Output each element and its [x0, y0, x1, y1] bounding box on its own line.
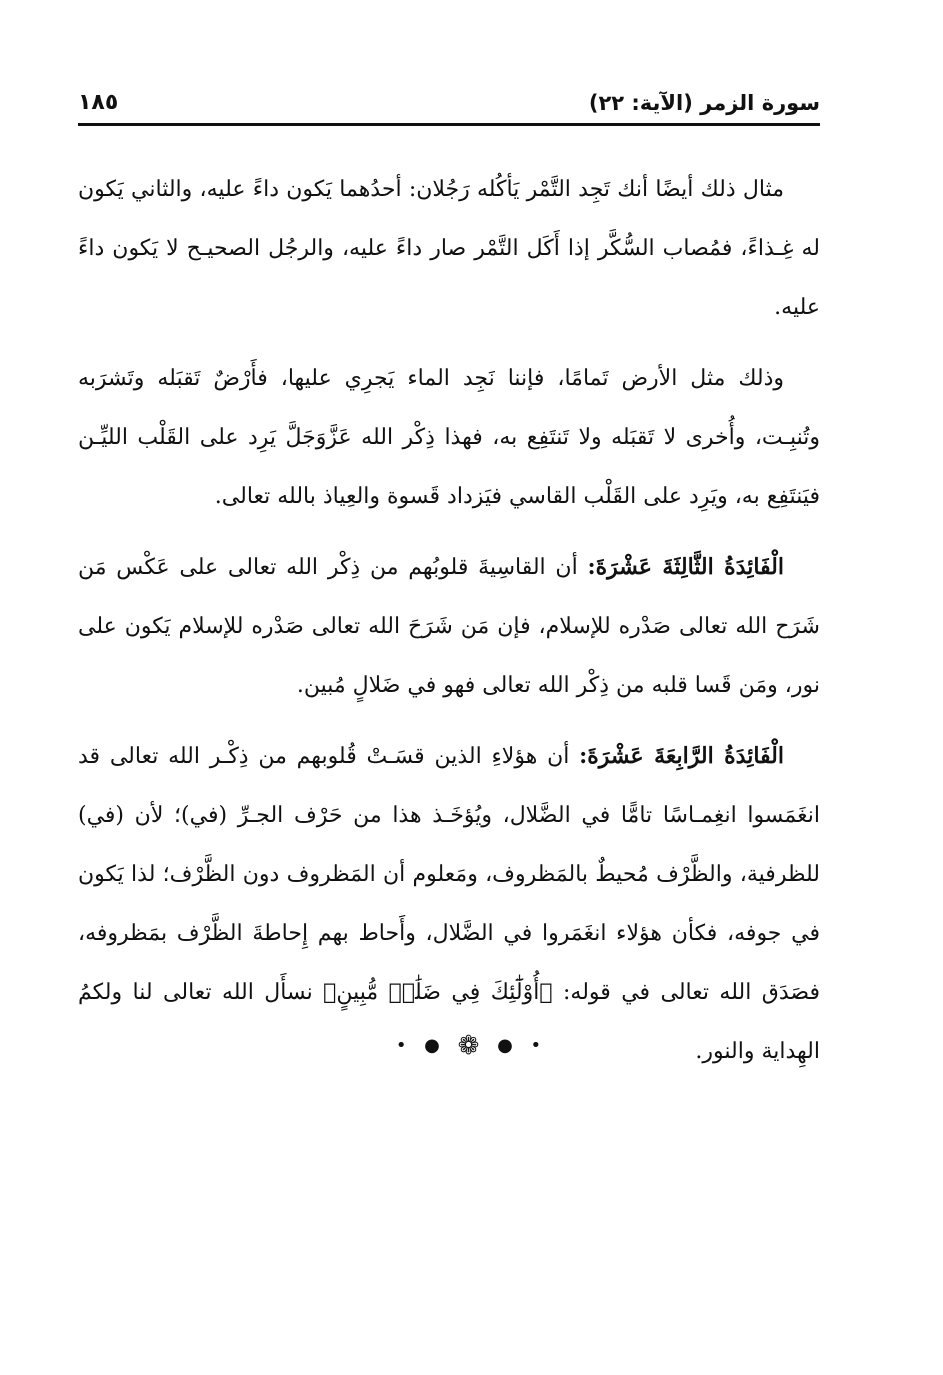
paragraph-3 — [78, 538, 820, 715]
quran-verse: ﴿أُوْلَٰٓئِكَ فِي ضَلَٰلٖ مُّبِينٍ﴾ — [323, 980, 553, 1005]
section-end-ornament — [0, 1028, 943, 1064]
header-rule — [78, 123, 820, 126]
paragraph-2 — [78, 349, 820, 526]
paragraph-1 — [78, 160, 820, 337]
benefit-13-heading: الْفَائِدَةُ الثَّالِثَةَ عَشْرَةَ: — [587, 554, 784, 580]
surah-title: سورة الزمر (الآية: ٢٢) — [588, 91, 820, 115]
body-text — [78, 160, 820, 1093]
paragraph-3-text: أن القاسِيةَ قلوبُهم من ذِكْر الله تعالى على عَكْس مَن شَرَح الله تعالى صَدْره للإسلام، فإن مَن شَرَحَ الله تعالى صَدْره للإسلام يَكون على نور، ومَن قَسا قلبه من ذِكْر الله تعالى فهو في ضَلالٍ مُبين. — [78, 555, 820, 698]
benefit-14-heading: الْفَائِدَةُ الرَّابِعَةَ عَشْرَةَ: — [579, 743, 784, 769]
paragraph-4-tail: نسأَل الله تعالى لنا ولكمُ الهِداية والنور. — [78, 980, 820, 1064]
paragraph-4-text: أن هؤلاءِ الذين قسَـتْ قُلوبهم من ذِكْـر الله تعالى قد انغَمَسوا انغِمـاسًا تامًّا في الضَّلال، ويُؤخَـذ هذا من حَرْف الجـرِّ (في)؛ لأن (في) للظرفية، والظَّرْف مُحيطٌ بالمَظروف، ومَعلوم أن المَظروف دون الظَّرْف؛ لذا يَكون في جوفه، فكأن هؤلاء انغَمَروا في الضَّلال، وأَحاط بهم إِحاطةَ الظَّرْف بمَظروفه، فصَدَق الله تعالى في قوله: — [78, 744, 820, 1005]
ornament-dots-left: • ● — [395, 1035, 446, 1056]
ornament-dots-right: ● • — [497, 1035, 548, 1056]
paragraph-1-text: مثال ذلك أيضًا أنك تَجِد التَّمْر يَأكُله رَجُلان: أحدُهما يَكون داءً عليه، والثاني يَكون له غِـذاءً، فمُصاب السُّكَّر إذا أَكَل التَّمْر صار داءً عليه، والرجُل الصحيـح لا يَكون داءً عليه. — [78, 177, 820, 320]
page-header — [78, 88, 820, 124]
page-number: ١٨٥ — [78, 90, 119, 115]
flower-ornament-icon: ❁ — [457, 1031, 486, 1061]
paragraph-2-text: وذلك مثل الأرض تَمامًا، فإننا نَجِد الماء يَجرِي عليها، فأَرْضٌ تَقبَله وتَشرَبه وتُنبِـت، وأُخرى لا تَقبَله ولا تَنتَفِع به، فهذا ذِكْر الله عَزَّوَجَلَّ يَرِد على القَلْب الليِّـن فيَنتَفِع به، ويَرِد على القَلْب القاسي فيَزداد قَسوة والعِياذ بالله تعالى. — [78, 366, 820, 509]
